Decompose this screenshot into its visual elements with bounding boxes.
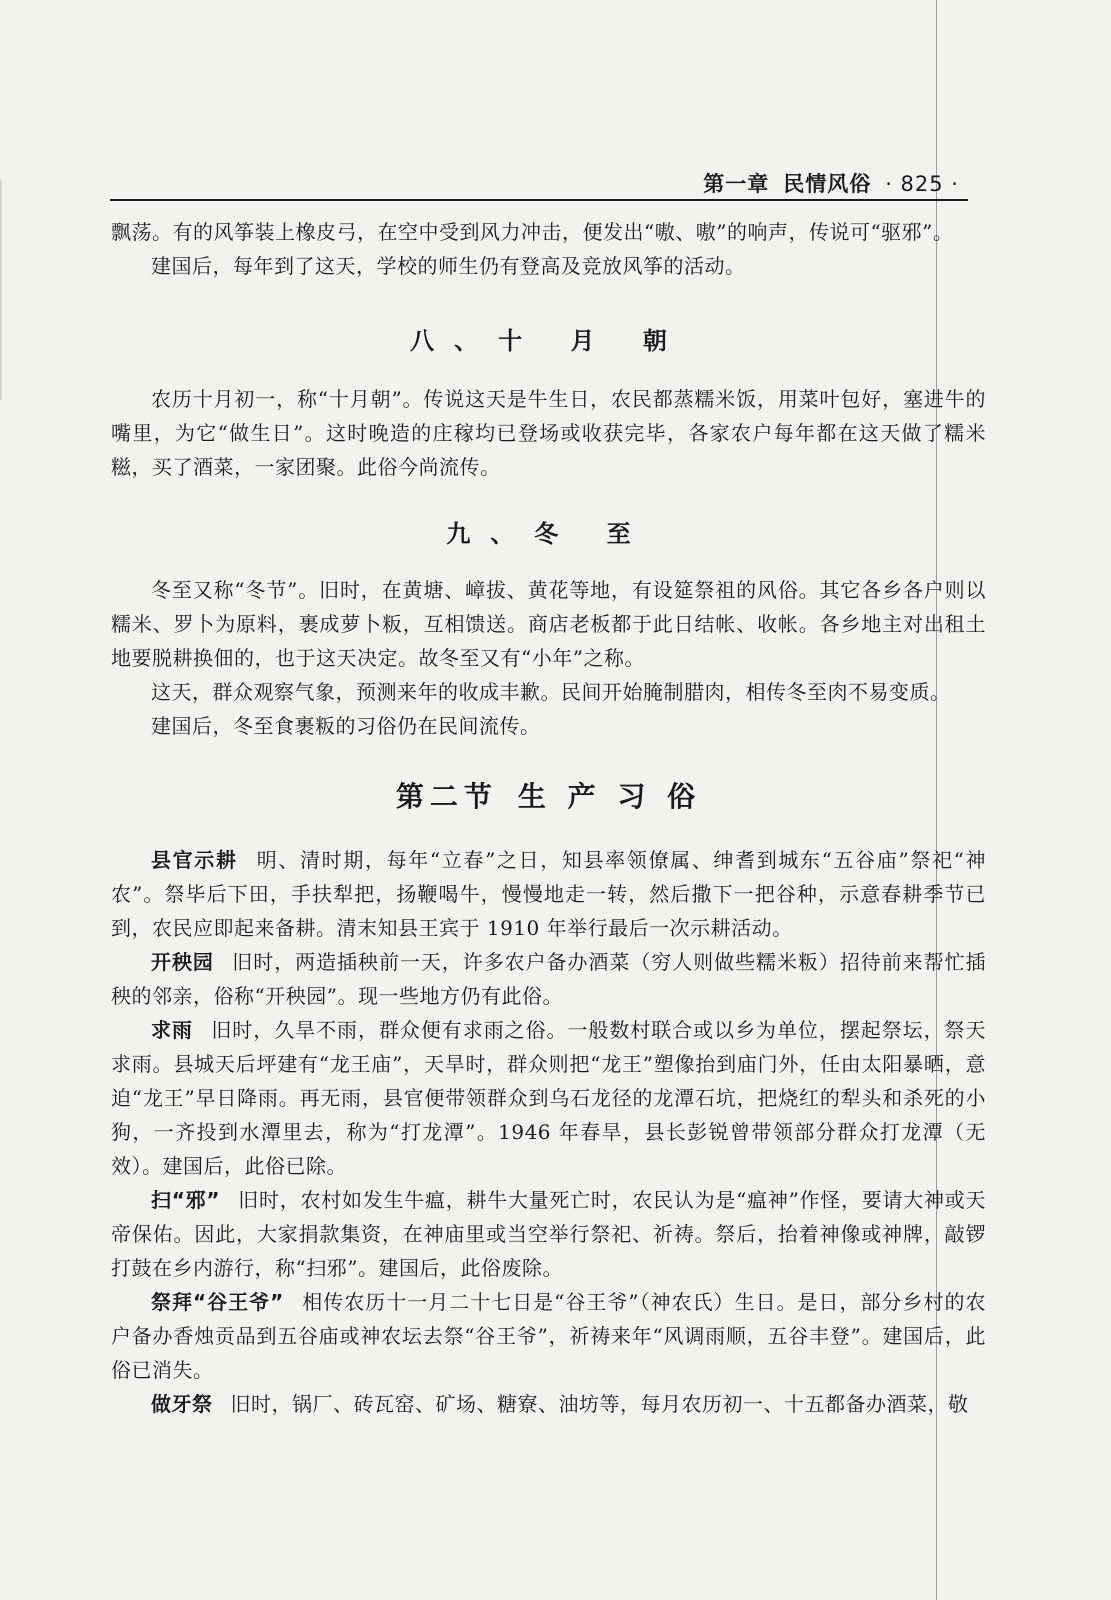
- body-text: [111, 215, 986, 1421]
- custom-term: 县官示耕: [151, 848, 238, 872]
- paragraph: 冬至又称“冬节”。旧时，在黄塘、嶂拔、黄花等地，有设筵祭祖的风俗。其它各乡各户则以糯米、罗卜为原料，裹成萝卜粄，互相馈送。商店老板都于此日结帐、收帐。各乡地主对出租土地要脱耕换佃的，也于这天决定。故冬至又有“小年”之称。: [111, 578, 986, 670]
- scan-edge-shadow: [0, 180, 2, 400]
- custom-entry: [111, 1387, 986, 1421]
- custom-text: 旧时，两造插秧前一天，许多农户备办酒菜（穷人则做些糯米粄）招待前来帮忙插秧的邻亲，俗称“开秧园”。现一些地方仍有此俗。: [111, 950, 987, 1008]
- custom-entry: [111, 1013, 986, 1183]
- paragraph: 农历十月初一，称“十月朝”。传说这天是牛生日，农民都蒸糯米饭，用菜叶包好，塞进牛的嘴里，为它“做生日”。这时晚造的庄稼均已登场或收获完毕，各家农户每年都在这天做了糯米糍，买了酒菜，一家团聚。此俗今尚流传。: [111, 387, 986, 479]
- custom-text: 相传农历十一月二十七日是“谷王爷”（神农氏）生日。是日，部分乡村的农户备办香烛贡品到五谷庙或神农坛去祭“谷王爷”，祈祷来年“风调雨顺，五谷丰登”。建国后，此俗已消失。: [111, 1290, 987, 1382]
- section-title: 生 产 习 俗: [517, 780, 702, 813]
- paragraph: 建国后，每年到了这天，学校的师生仍有登高及竞放风筝的活动。: [151, 254, 746, 278]
- section-heading: 九、冬 至: [446, 520, 651, 548]
- section-number: 第二节: [395, 780, 498, 813]
- section-heading: 八、十 月 朝: [410, 327, 687, 355]
- custom-entry: [111, 843, 986, 945]
- custom-text: 旧时，农村如发生牛瘟，耕牛大量死亡时，农民认为是“瘟神”作怪，要请大神或天帝保佑。因此，大家捐款集资，在神庙里或当空举行祭祀、祈祷。祭后，抬着神像或神牌，敲锣打鼓在乡内游行，称“扫邪”。建国后，此俗废除。: [111, 1188, 986, 1280]
- custom-text: 旧时，久旱不雨，群众便有求雨之俗。一般数村联合或以乡为单位，摆起祭坛，祭天求雨。县城天后坪建有“龙王庙”，天旱时，群众则把“龙王”塑像抬到庙门外，任由太阳暴晒，意迫“龙王”早日降雨。再无雨，县官便带领群众到乌石龙径的龙潭石坑，把烧红的犁头和杀死的小狗，一齐投到水潭里去，称为“打龙潭”。1946 年春旱，县长彭锐曾带领部分群众打龙潭（无效）。建国后，此俗已除。: [111, 1018, 987, 1178]
- custom-term: 求雨: [151, 1018, 193, 1042]
- header-section: 民情风俗: [783, 172, 872, 196]
- header-chapter: 第一章: [703, 172, 770, 196]
- custom-term: 扫“邪”: [151, 1188, 221, 1212]
- header-rule: [110, 199, 968, 201]
- paragraph: 建国后，冬至食裹粄的习俗仍在民间流传。: [151, 714, 541, 738]
- paragraph: 飘荡。有的风筝装上橡皮弓，在空中受到风力冲击，便发出“嗷、嗷”的响声，传说可“驱邪”。: [111, 220, 954, 244]
- running-header: [703, 168, 959, 198]
- custom-term: 开秧园: [151, 950, 214, 974]
- custom-entry: [111, 1183, 986, 1285]
- custom-term: 祭拜“谷王爷”: [151, 1290, 284, 1314]
- paragraph: 这天，群众观察气象，预测来年的收成丰歉。民间开始腌制腊肉，相传冬至肉不易变质。: [151, 680, 951, 704]
- custom-term: 做牙祭: [151, 1392, 213, 1416]
- custom-text: 旧时，锅厂、砖瓦窑、矿场、糖寮、油坊等，每月农历初一、十五都备办酒菜，敬: [230, 1392, 969, 1416]
- custom-entry: [111, 945, 986, 1013]
- page-number: · 825 ·: [885, 172, 959, 196]
- chapter-section-heading: [111, 775, 986, 815]
- custom-text: 明、清时期，每年“立春”之日，知县率领僚属、绅耆到城东“五谷庙”祭祀“神农”。祭毕后下田，手扶犁把，扬鞭喝牛，慢慢地走一转，然后撒下一把谷种，示意春耕季节已到，农民应即起来备耕。清末知县王宾于 1910 年举行最后一次示耕活动。: [111, 848, 987, 940]
- custom-entry: [111, 1285, 986, 1387]
